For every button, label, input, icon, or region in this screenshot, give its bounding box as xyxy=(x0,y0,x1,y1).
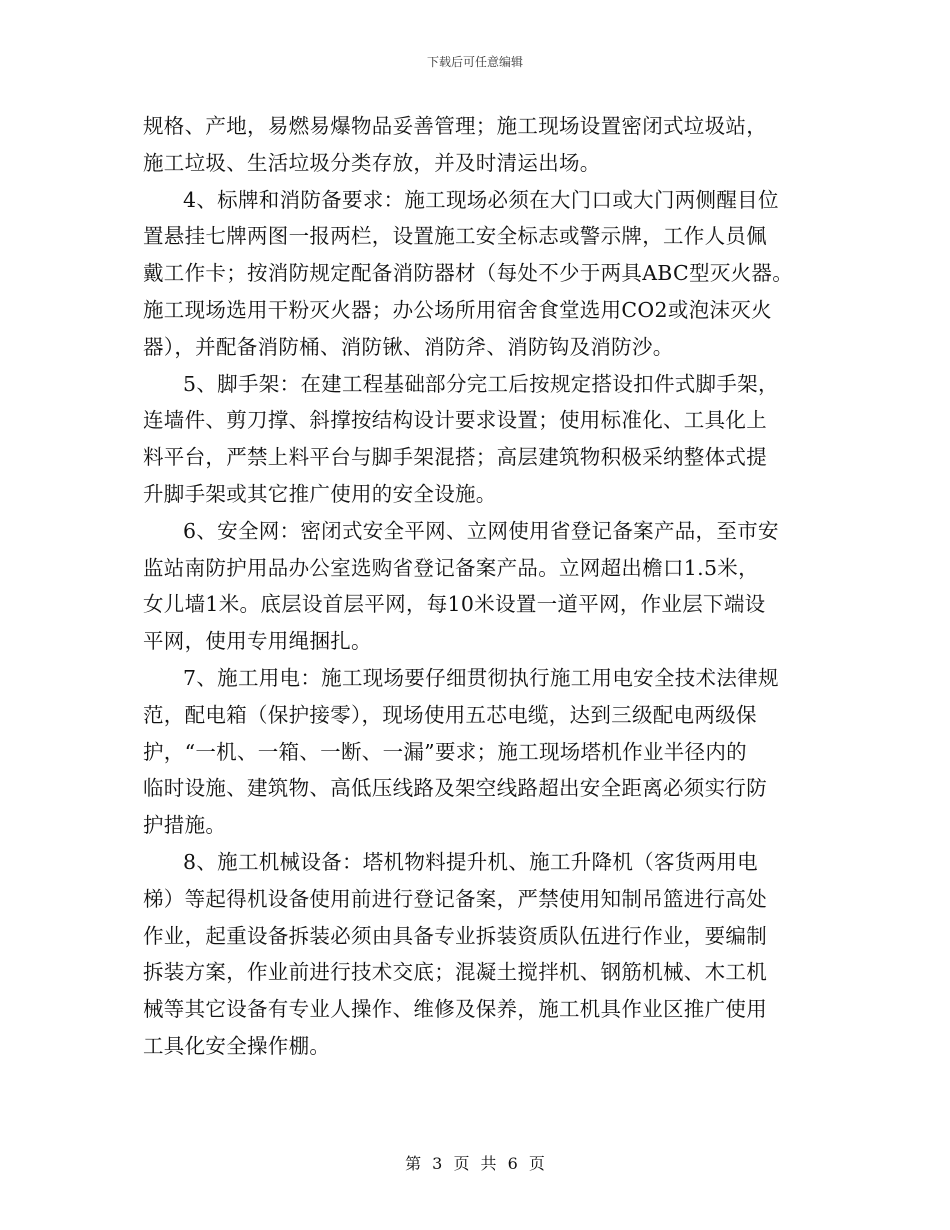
text-line: 械等其它设备有专业人操作、维修及保养，施工机具作业区推广使用 xyxy=(143,997,767,1022)
text-line: 女儿墙1米。底层设首层平网，每10米设置一道平网，作业层下端设 xyxy=(143,592,766,617)
text-line: 监站南防护用品办公室选购省登记备案产品。立网超出檐口1.5米， xyxy=(143,555,759,580)
text-line: 5、脚手架：在建工程基础部分完工后按规定搭设扣件式脚手架， xyxy=(183,371,779,396)
text-line: 护，“一机、一箱、一断、一漏”要求；施工现场塔机作业半径内的 xyxy=(143,739,747,764)
text-line: 8、施工机械设备：塔机物料提升机、施工升降机（客货两用电 xyxy=(183,849,758,874)
text-line: 工具化安全操作棚。 xyxy=(143,1033,331,1058)
text-line: 料平台，严禁上料平台与脚手架混搭；高层建筑物积极采纳整体式提 xyxy=(143,445,767,470)
text-line: 4、标牌和消防备要求：施工现场必须在大门口或大门两侧醒目位 xyxy=(183,187,779,212)
text-line: 戴工作卡；按消防规定配备消防器材（每处不少于两具ABC型灭火器。 xyxy=(143,261,794,286)
text-line: 规格、产地，易燃易爆物品妥善管理；施工现场设置密闭式垃圾站， xyxy=(143,114,767,138)
page-number: 第 3 页 共 6 页 xyxy=(405,1154,545,1173)
text-line: 拆装方案，作业前进行技术交底；混凝土搅拌机、钢筋机械、木工机 xyxy=(143,960,767,985)
text-line: 护措施。 xyxy=(143,813,227,838)
text-line: 升脚手架或其它推广使用的安全设施。 xyxy=(143,481,497,506)
page-header-note: 下载后可任意编辑 xyxy=(426,55,523,69)
text-line: 范，配电箱（保护接零），现场使用五芯电缆，达到三级配电两级保 xyxy=(143,702,757,727)
text-line: 作业，起重设备拆装必须由具备专业拆装资质队伍进行作业，要编制 xyxy=(143,923,767,948)
text-line: 临时设施、建筑物、高低压线路及架空线路超出安全距离必须实行防 xyxy=(143,776,767,801)
text-line: 施工现场选用干粉灭火器；办公场所用宿舍食堂选用CO2或泡沫灭火 xyxy=(143,297,772,322)
text-line: 器），并配备消防桶、消防锹、消防斧、消防钩及消防沙。 xyxy=(143,334,674,359)
text-line: 置悬挂七牌两图一报两栏，设置施工安全标志或警示牌，工作人员佩 xyxy=(143,224,767,249)
text-line: 7、施工用电：施工现场要仔细贯彻执行施工用电安全技术法律规 xyxy=(183,665,779,690)
document-body xyxy=(143,108,808,1065)
text-line: 梯）等起得机设备使用前进行登记备案，严禁使用知制吊篮进行高处 xyxy=(143,886,767,911)
text-line: 施工垃圾、生活垃圾分类存放，并及时清运出场。 xyxy=(143,150,601,175)
text-line: 连墙件、剪刀撑、斜撑按结构设计要求设置；使用标准化、工具化上 xyxy=(143,408,767,433)
text-line: 6、安全网：密闭式安全平网、立网使用省登记备案产品，至市安 xyxy=(183,518,779,543)
text-line: 平网，使用专用绳捆扎。 xyxy=(143,629,372,654)
